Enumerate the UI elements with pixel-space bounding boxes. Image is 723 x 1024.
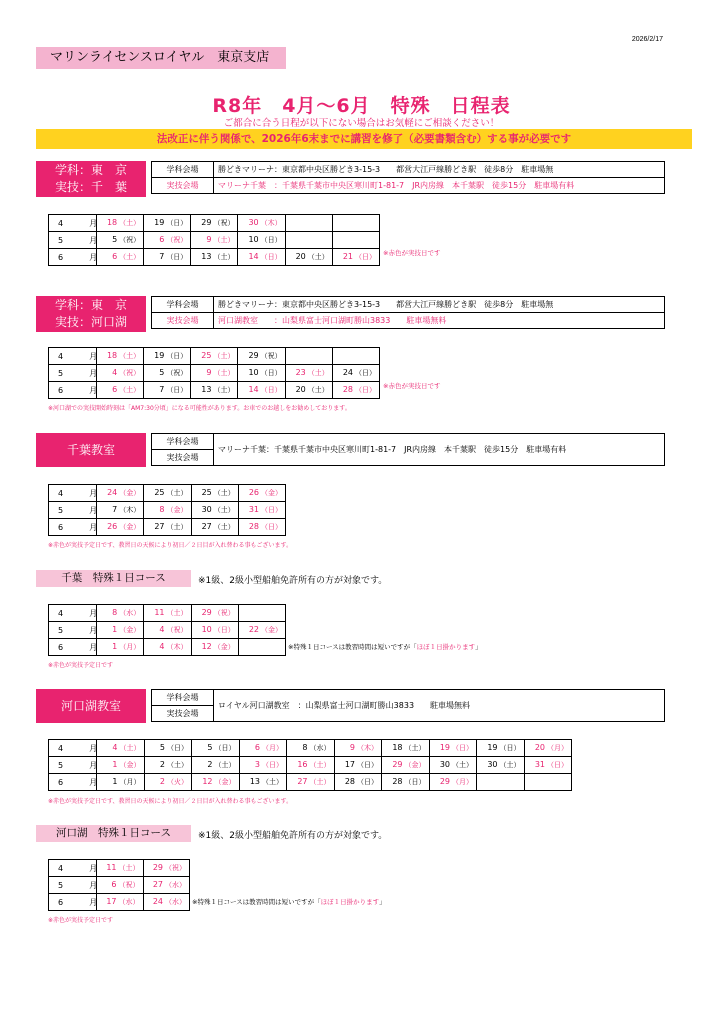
month-label: 6 月 — [49, 519, 97, 536]
schedule-date-cell: 18 （土） — [97, 348, 144, 365]
schedule-date-cell: 28 （日） — [334, 774, 382, 791]
section1-venue-table — [151, 161, 665, 194]
schedule-date-cell: 12 （金） — [191, 639, 238, 656]
schedule-date-cell: 23 （土） — [285, 365, 332, 382]
schedule-date-cell: 20 （土） — [285, 382, 332, 399]
jitsugi-venue-label: 実技会場 — [152, 313, 214, 329]
schedule-date-cell — [285, 348, 332, 365]
schedule-date-cell: 10 （日） — [238, 232, 285, 249]
schedule-date-cell: 18 （土） — [97, 215, 144, 232]
schedule-date-cell: 2 （土） — [144, 757, 192, 774]
month-label: 5 月 — [49, 365, 97, 382]
schedule-date-cell: 14 （日） — [238, 382, 285, 399]
jitsugi-venue-label: 実技会場 — [152, 450, 214, 466]
schedule-date-cell: 30 （土） — [191, 502, 238, 519]
section1-jitsugi-location: 実技：千 葉 — [54, 180, 127, 194]
schedule-date-cell: 27 （水） — [143, 877, 190, 894]
schedule-date-cell: 25 （土） — [144, 485, 191, 502]
month-label: 4 月 — [49, 740, 97, 757]
schedule-date-cell: 27 （土） — [287, 774, 335, 791]
jitsugi-venue-label: 実技会場 — [152, 178, 214, 194]
schedule-date-cell: 21 （日） — [332, 249, 379, 266]
schedule-date-cell: 10 （日） — [238, 365, 285, 382]
schedule-date-cell: 26 （金） — [238, 485, 285, 502]
schedule-date-cell: 19 （日） — [477, 740, 525, 757]
gakka-venue: 勝どきマリーナ：東京都中央区勝どき3-15-3 都営大江戸線勝どき駅 徒歩8分 駐車場無 — [214, 297, 665, 313]
schedule-date-cell: 5 （日） — [144, 740, 192, 757]
month-label: 5 月 — [49, 502, 97, 519]
schedule-date-cell: 13 （土） — [191, 382, 238, 399]
schedule-date-cell: 6 （祝） — [97, 877, 144, 894]
section4-label: 千葉 特殊１日コース — [36, 570, 191, 587]
legal-notice-banner: 法改正に伴う関係で、2026年6末までに講習を修了（必要書類含む）する事が必要です — [36, 129, 692, 149]
schedule-date-cell — [238, 605, 285, 622]
schedule-date-cell — [477, 774, 525, 791]
jitsugi-venue: マリーナ千葉 ：千葉県千葉市中央区寒川町1-81-7 JR内房線 本千葉駅 徒歩15分 駐車場有料 — [214, 178, 665, 194]
schedule-date-cell: 30 （土） — [429, 757, 477, 774]
schedule-date-cell: 29 （祝） — [191, 215, 238, 232]
schedule-date-cell: 11 （土） — [144, 605, 191, 622]
schedule-date-cell: 20 （月） — [524, 740, 572, 757]
schedule-row — [49, 485, 286, 502]
section3-bottom-note: ※赤色が実技予定日です、教習日の天候により初日／２日目が入れ替わる事もございます。 — [48, 542, 293, 549]
schedule-date-cell: 7 （日） — [144, 249, 191, 266]
schedule-date-cell: 22 （金） — [238, 622, 285, 639]
schedule-date-cell: 1 （月） — [97, 774, 145, 791]
section3-venue-table — [151, 433, 665, 466]
section6-label: 河口湖 特殊１日コース — [36, 825, 191, 842]
month-label: 4 月 — [49, 485, 97, 502]
schedule-date-cell: 29 （月） — [429, 774, 477, 791]
jitsugi-venue-label: 実技会場 — [152, 706, 214, 722]
schedule-row — [49, 622, 286, 639]
section2-bottom-note: ※河口湖での実技開始時刻は「AM7:30分頃」になる可能性があります。お車でのお越しをお勧めしております。 — [48, 405, 351, 412]
schedule-date-cell: 6 （祝） — [144, 232, 191, 249]
schedule-date-cell — [285, 232, 332, 249]
schedule-date-cell: 6 （土） — [97, 249, 144, 266]
section1-gakka-location: 学科：東 京 — [54, 163, 127, 177]
section6-bottom-note: ※赤色が実技予定日です — [48, 917, 114, 924]
month-label: 5 月 — [49, 877, 97, 894]
month-label: 6 月 — [49, 639, 97, 656]
month-label: 4 月 — [49, 215, 97, 232]
section4-schedule — [48, 604, 286, 656]
schedule-row — [49, 860, 190, 877]
section4-eligibility-note: ※1級、2級小型船舶免許所有の方が対象です。 — [198, 576, 388, 586]
section5-label: 河口湖教室 — [36, 689, 146, 723]
schedule-row — [49, 877, 190, 894]
schedule-date-cell: 2 （火） — [144, 774, 192, 791]
schedule-date-cell: 29 （祝） — [238, 348, 285, 365]
section5-venue-table — [151, 689, 665, 722]
schedule-date-cell: 11 （土） — [97, 860, 144, 877]
schedule-date-cell: 28 （日） — [382, 774, 430, 791]
page-subtitle: ご都合に合う日程が以下にない場合はお気軽にご相談ください！ — [223, 118, 500, 129]
schedule-date-cell: 10 （日） — [191, 622, 238, 639]
gakka-venue-label: 学科会場 — [152, 690, 214, 706]
schedule-row — [49, 502, 286, 519]
schedule-date-cell: 24 （金） — [97, 485, 144, 502]
month-label: 4 月 — [49, 860, 97, 877]
schedule-date-cell: 16 （土） — [287, 757, 335, 774]
schedule-date-cell: 2 （土） — [192, 757, 240, 774]
schedule-date-cell: 25 （土） — [191, 485, 238, 502]
section3-label: 千葉教室 — [36, 433, 146, 467]
schedule-date-cell: 29 （金） — [382, 757, 430, 774]
venue: ロイヤル河口湖教室 ：山梨県富士河口湖町勝山3833 駐車場無料 — [214, 690, 665, 722]
schedule-row — [49, 757, 572, 774]
schedule-date-cell: 29 （祝） — [191, 605, 238, 622]
schedule-date-cell: 6 （月） — [239, 740, 287, 757]
schedule-date-cell: 5 （祝） — [97, 232, 144, 249]
schedule-date-cell: 7 （日） — [144, 382, 191, 399]
schedule-date-cell: 13 （土） — [191, 249, 238, 266]
schedule-row — [49, 774, 572, 791]
schedule-date-cell: 13 （土） — [239, 774, 287, 791]
schedule-date-cell: 1 （金） — [97, 757, 145, 774]
schedule-date-cell — [238, 639, 285, 656]
schedule-date-cell: 6 （土） — [97, 382, 144, 399]
schedule-date-cell: 8 （金） — [144, 502, 191, 519]
schedule-date-cell: 4 （祝） — [97, 365, 144, 382]
schedule-row — [49, 894, 190, 911]
schedule-date-cell: 5 （祝） — [144, 365, 191, 382]
schedule-date-cell: 31 （日） — [524, 757, 572, 774]
section1-side-note: ※赤色が実技日です — [383, 249, 441, 257]
schedule-date-cell: 17 （水） — [97, 894, 144, 911]
schedule-date-cell: 12 （金） — [192, 774, 240, 791]
section2-label — [36, 296, 146, 332]
section2-gakka-location: 学科：東 京 — [54, 298, 127, 312]
month-label: 5 月 — [49, 232, 97, 249]
section2-side-note: ※赤色が実技日です — [383, 382, 441, 390]
section4-bottom-note: ※赤色が実技予定日です — [48, 662, 114, 669]
venue: マリーナ千葉：千葉県千葉市中央区寒川町1-81-7 JR内房線 本千葉駅 徒歩15分 駐車場有料 — [214, 434, 665, 466]
schedule-row — [49, 740, 572, 757]
schedule-date-cell: 24 （日） — [332, 365, 379, 382]
gakka-venue: 勝どきマリーナ：東京都中央区勝どき3-15-3 都営大江戸線勝どき駅 徒歩8分 駐車場無 — [214, 162, 665, 178]
schedule-date-cell: 7 （木） — [97, 502, 144, 519]
section4-side-note: ※特殊１日コースは教習時間は短いですが「ほぼ１日掛かります」 — [288, 643, 482, 651]
gakka-venue-label: 学科会場 — [152, 297, 214, 313]
schedule-date-cell: 8 （水） — [287, 740, 335, 757]
document-date: 2026/2/17 — [631, 36, 663, 43]
month-label: 4 月 — [49, 348, 97, 365]
schedule-date-cell: 25 （土） — [191, 348, 238, 365]
schedule-date-cell: 17 （日） — [334, 757, 382, 774]
schedule-date-cell: 4 （土） — [97, 740, 145, 757]
schedule-date-cell: 3 （日） — [239, 757, 287, 774]
month-label: 6 月 — [49, 774, 97, 791]
schedule-row — [49, 605, 286, 622]
schedule-date-cell — [524, 774, 572, 791]
gakka-venue-label: 学科会場 — [152, 162, 214, 178]
schedule-date-cell: 9 （木） — [334, 740, 382, 757]
schedule-date-cell: 30 （木） — [238, 215, 285, 232]
schedule-date-cell — [332, 232, 379, 249]
schedule-date-cell: 31 （日） — [238, 502, 285, 519]
schedule-date-cell: 8 （水） — [97, 605, 144, 622]
schedule-date-cell: 30 （土） — [477, 757, 525, 774]
month-label: 5 月 — [49, 622, 97, 639]
schedule-date-cell: 4 （木） — [144, 639, 191, 656]
section2-venue-table — [151, 296, 665, 329]
section5-schedule — [48, 739, 572, 791]
schedule-date-cell: 9 （土） — [191, 232, 238, 249]
schedule-date-cell: 19 （日） — [144, 348, 191, 365]
month-label: 5 月 — [49, 757, 97, 774]
section1-label — [36, 161, 146, 197]
month-label: 6 月 — [49, 249, 97, 266]
schedule-date-cell: 9 （土） — [191, 365, 238, 382]
schedule-date-cell: 24 （水） — [143, 894, 190, 911]
schedule-date-cell: 14 （日） — [238, 249, 285, 266]
schedule-row — [49, 382, 380, 399]
month-label: 4 月 — [49, 605, 97, 622]
section1-schedule — [48, 214, 380, 266]
section6-eligibility-note: ※1級、2級小型船舶免許所有の方が対象です。 — [198, 831, 388, 841]
section5-bottom-note: ※赤色が実技予定日です、教習日の天候により初日／２日目が入れ替わる事もございます。 — [48, 798, 293, 805]
schedule-date-cell: 27 （土） — [144, 519, 191, 536]
schedule-date-cell: 29 （祝） — [143, 860, 190, 877]
schedule-row — [49, 519, 286, 536]
company-name: マリンライセンスロイヤル 東京支店 — [36, 47, 286, 69]
section6-side-note: ※特殊１日コースは教習時間は短いですが「ほぼ１日掛かります」 — [192, 898, 386, 906]
schedule-date-cell: 26 （金） — [97, 519, 144, 536]
schedule-date-cell — [285, 215, 332, 232]
schedule-row — [49, 232, 380, 249]
schedule-date-cell: 1 （金） — [97, 622, 144, 639]
schedule-date-cell: 28 （日） — [332, 382, 379, 399]
schedule-date-cell: 27 （土） — [191, 519, 238, 536]
section2-jitsugi-location: 実技：河口湖 — [54, 315, 127, 329]
schedule-row — [49, 348, 380, 365]
month-label: 6 月 — [49, 894, 97, 911]
schedule-row — [49, 215, 380, 232]
schedule-date-cell: 4 （祝） — [144, 622, 191, 639]
schedule-row — [49, 249, 380, 266]
section2-schedule — [48, 347, 380, 399]
section3-schedule — [48, 484, 286, 536]
schedule-date-cell: 18 （土） — [382, 740, 430, 757]
schedule-date-cell — [332, 215, 379, 232]
gakka-venue-label: 学科会場 — [152, 434, 214, 450]
month-label: 6 月 — [49, 382, 97, 399]
page-title: R8年 4月～6月 特殊 日程表 — [212, 95, 511, 117]
schedule-date-cell — [332, 348, 379, 365]
section6-schedule — [48, 859, 190, 911]
jitsugi-venue: 河口湖教室 ：山梨県富士河口湖町勝山3833 駐車場無料 — [214, 313, 665, 329]
schedule-date-cell: 28 （日） — [238, 519, 285, 536]
schedule-date-cell: 5 （日） — [192, 740, 240, 757]
schedule-row — [49, 365, 380, 382]
schedule-date-cell: 20 （土） — [285, 249, 332, 266]
schedule-date-cell: 19 （日） — [144, 215, 191, 232]
schedule-date-cell: 19 （日） — [429, 740, 477, 757]
schedule-date-cell: 1 （月） — [97, 639, 144, 656]
schedule-row — [49, 639, 286, 656]
